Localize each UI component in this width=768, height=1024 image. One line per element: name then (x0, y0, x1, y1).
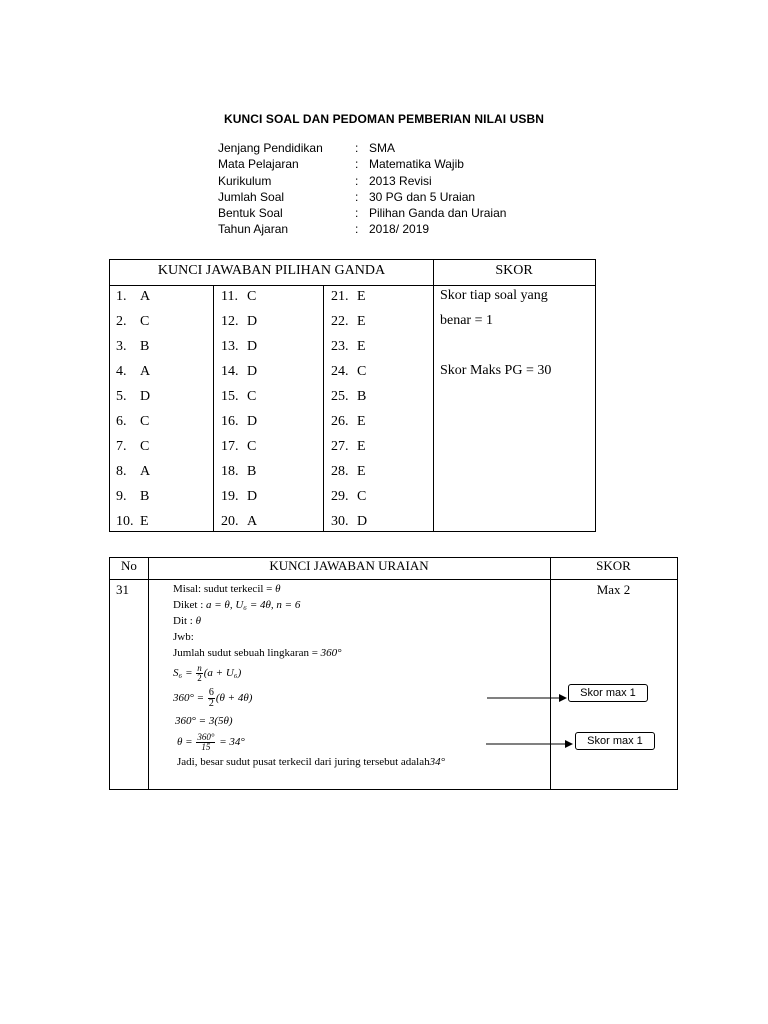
question-number: 10. (116, 514, 134, 530)
question-number: 4. (116, 364, 127, 380)
solution-math: a = θ, U₆ = 4θ, n = 6 (206, 599, 301, 611)
meta-colon: : (355, 141, 359, 155)
question-number: 12. (221, 314, 239, 330)
answer-letter: A (140, 289, 151, 304)
answer-letter: B (140, 339, 150, 355)
question-number: 6. (116, 414, 127, 430)
answer-letter: E (357, 414, 366, 430)
essay-header-answer: KUNCI JAWABAN URAIAN (269, 558, 429, 573)
question-number: 5. (116, 389, 127, 405)
answer-letter: C (357, 489, 367, 505)
meta-value: Pilihan Ganda dan Uraian (369, 206, 507, 221)
solution-math: θ (275, 583, 281, 595)
question-number: 8. (116, 464, 127, 480)
question-number: 13. (221, 339, 239, 355)
fraction-numerator: n (197, 662, 202, 673)
question-number: 1. (116, 289, 127, 304)
answer-letter: E (357, 464, 366, 480)
answer-letter: D (247, 364, 258, 380)
fraction-numerator: 360° (197, 731, 215, 742)
question-number: 20. (221, 514, 239, 530)
answer-letter: E (357, 339, 366, 355)
question-number: 23. (331, 339, 349, 355)
answer-letter: A (140, 364, 151, 380)
question-number: 14. (221, 364, 239, 380)
question-number: 26. (331, 414, 349, 430)
solution-math: 34° (429, 756, 446, 768)
fraction-denominator: 15 (201, 741, 211, 752)
solution-math: 360° (320, 647, 342, 659)
solution-text: Jumlah sudut sebuah lingkaran = (173, 647, 321, 659)
answer-letter: D (140, 389, 151, 405)
score-callout-1: Skor max 1 (568, 684, 648, 702)
question-number: 15. (221, 389, 239, 405)
meta-label: Tahun Ajaran (218, 222, 289, 237)
meta-label: Kurikulum (218, 173, 272, 188)
answer-letter: A (247, 514, 258, 530)
question-number: 22. (331, 314, 349, 330)
question-number: 21. (331, 289, 349, 304)
meta-value: 2018/ 2019 (369, 222, 430, 237)
answer-letter: C (140, 439, 150, 455)
meta-colon: : (355, 222, 359, 237)
meta-value: SMA (369, 141, 396, 155)
meta-colon: : (355, 157, 359, 172)
answer-letter: D (247, 314, 258, 330)
essay-row-number: 31 (116, 582, 129, 597)
fraction-denominator: 2 (208, 697, 214, 709)
score-note-line: Skor tiap soal yang (440, 288, 548, 303)
essay-header-score: SKOR (596, 558, 631, 573)
answer-letter: D (247, 339, 258, 355)
fraction-denominator: 2 (197, 672, 202, 683)
answer-letter: C (247, 289, 257, 304)
answer-letter: C (247, 439, 257, 455)
answer-letter: B (140, 489, 150, 505)
answer-letter: B (247, 464, 257, 480)
meta-value: Matematika Wajib (369, 157, 464, 172)
question-number: 17. (221, 439, 239, 455)
document-title: KUNCI SOAL DAN PEDOMAN PEMBERIAN NILAI USBN (223, 112, 545, 126)
meta-value: 2013 Revisi (369, 173, 432, 188)
question-number: 16. (221, 414, 239, 430)
solution-math: (θ + 4θ) (215, 692, 253, 704)
solution-text: Dit : (173, 615, 196, 627)
score-note-line: benar = 1 (440, 313, 493, 328)
question-number: 2. (116, 314, 127, 330)
solution-math: S₆ = (173, 667, 196, 679)
solution-text: Diket : (173, 599, 206, 611)
answer-letter: D (247, 489, 258, 505)
meta-colon: : (355, 206, 359, 221)
answer-letter: E (357, 314, 366, 330)
solution-text: Jadi, besar sudut pusat terkecil dari juring tersebut adalah (177, 756, 430, 768)
solution-math: θ (195, 615, 202, 627)
solution-math: 360° = 3(5θ) (175, 715, 233, 727)
question-number: 7. (116, 439, 127, 455)
answer-letter: B (357, 389, 367, 405)
question-number: 25. (331, 389, 349, 405)
answer-letter: C (357, 364, 367, 380)
question-number: 24. (331, 364, 349, 380)
question-number: 18. (221, 464, 239, 480)
meta-colon: : (355, 189, 359, 204)
essay-header-no: No (121, 558, 137, 573)
meta-label: Mata Pelajaran (218, 157, 299, 172)
solution-math: (a + U₆) (203, 667, 242, 679)
answer-letter: C (140, 414, 150, 430)
question-number: 28. (331, 464, 349, 480)
question-number: 19. (221, 489, 239, 505)
score-note-line: Skor Maks PG = 30 (440, 363, 552, 378)
solution-text: Misal: sudut terkecil = (173, 583, 276, 595)
answer-letter: C (140, 314, 150, 330)
question-number: 27. (331, 439, 349, 455)
fraction-numerator: 6 (208, 686, 214, 698)
answer-letter: E (140, 514, 149, 530)
meta-value: 30 PG dan 5 Uraian (369, 189, 476, 204)
question-number: 29. (331, 489, 349, 505)
question-number: 30. (331, 514, 349, 530)
question-number: 11. (221, 289, 238, 304)
answer-letter: A (140, 464, 151, 480)
solution-math: θ = (177, 736, 196, 748)
question-number: 3. (116, 339, 127, 355)
solution-text: Jwb: (173, 631, 194, 643)
solution-math: = 34° (216, 736, 245, 748)
meta-colon: : (355, 173, 359, 188)
answer-letter: D (357, 514, 368, 530)
essay-row-score: Max 2 (596, 582, 631, 597)
score-callout-2: Skor max 1 (575, 732, 655, 750)
answer-letter: C (247, 389, 257, 405)
meta-label: Bentuk Soal (218, 206, 283, 221)
pg-header-answers: KUNCI JAWABAN PILIHAN GANDA (157, 263, 386, 278)
answer-letter: E (357, 289, 366, 304)
solution-math: 360° = (173, 692, 207, 704)
pg-header-score: SKOR (495, 263, 533, 278)
answer-letter: D (247, 414, 258, 430)
question-number: 9. (116, 489, 127, 505)
meta-label: Jumlah Soal (218, 189, 285, 204)
meta-label: Jenjang Pendidikan (218, 141, 323, 155)
answer-letter: E (357, 439, 366, 455)
